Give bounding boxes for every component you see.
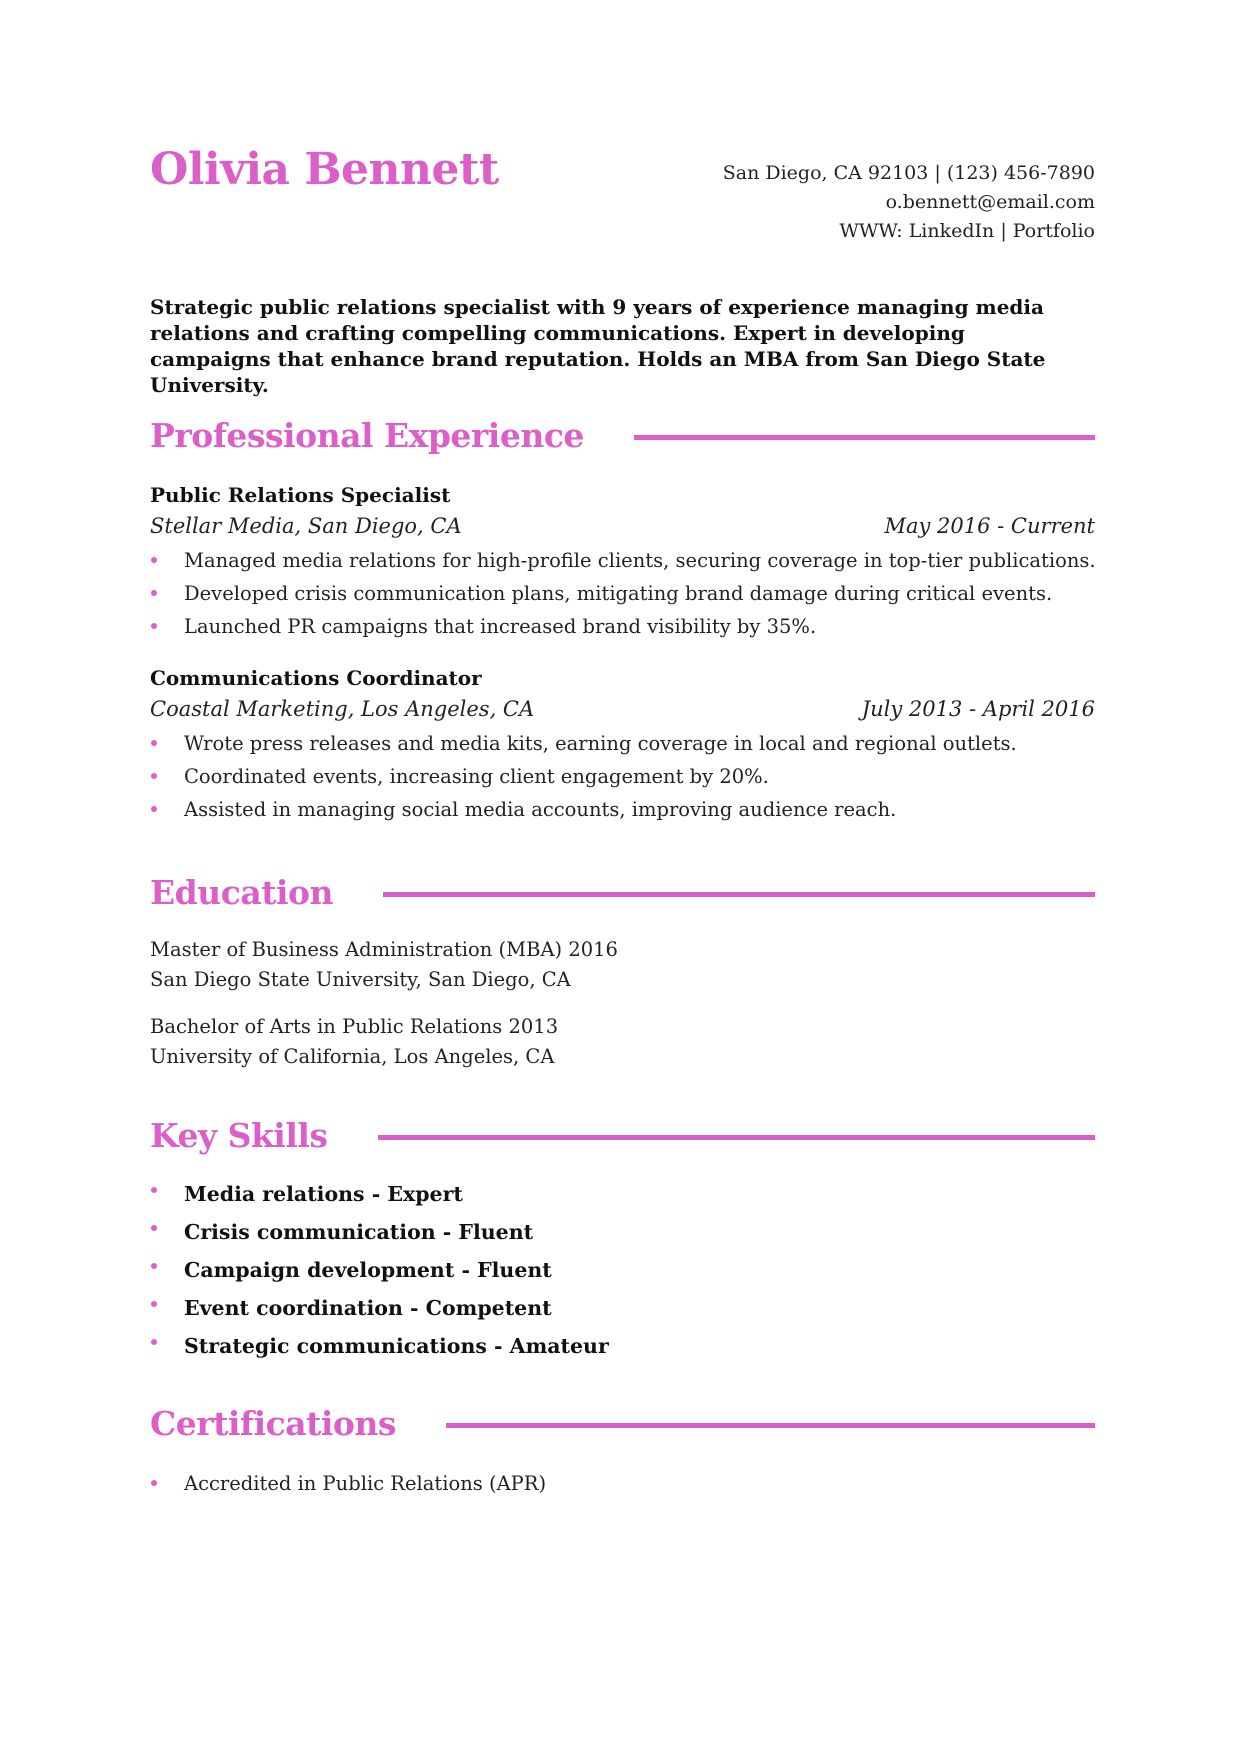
job-title: Public Relations Specialist xyxy=(150,483,451,507)
skill-text: Event coordination - Competent xyxy=(184,1296,552,1320)
job-bullets xyxy=(150,544,1095,643)
list-item xyxy=(150,1213,609,1251)
skill-text: Campaign development - Fluent xyxy=(184,1258,552,1282)
list-item xyxy=(150,727,1095,760)
bullet-text: Wrote press releases and media kits, earning coverage in local and regional outlets. xyxy=(184,732,1017,755)
job-company: Stellar Media, San Diego, CA xyxy=(150,514,462,538)
education-degree: Bachelor of Arts in Public Relations 2013 xyxy=(150,1015,559,1038)
list-item xyxy=(150,1289,609,1327)
bullet-dot-icon xyxy=(151,773,157,779)
skill-text: Crisis communication - Fluent xyxy=(184,1220,534,1244)
contact-email[interactable]: o.bennett@email.com xyxy=(885,191,1095,213)
skills-section-header xyxy=(150,1115,1095,1155)
list-item xyxy=(150,610,1095,643)
bullet-dot-icon xyxy=(151,1339,157,1345)
bullet-dot-icon xyxy=(151,590,157,596)
bullet-text: Assisted in managing social media accounts, improving audience reach. xyxy=(184,798,897,821)
list-item xyxy=(150,1327,609,1365)
bullet-dot-icon xyxy=(151,806,157,812)
skill-text: Strategic communications - Amateur xyxy=(184,1334,609,1358)
job-title: Communications Coordinator xyxy=(150,666,482,690)
job-company: Coastal Marketing, Los Angeles, CA xyxy=(150,697,535,721)
job-meta xyxy=(150,693,1095,725)
education-divider xyxy=(383,892,1095,897)
certifications-section-title: Certifications xyxy=(150,1403,396,1443)
education-degree: Master of Business Administration (MBA) 2016 xyxy=(150,938,618,961)
list-item xyxy=(150,793,1095,826)
bullet-dot-icon xyxy=(151,1187,157,1193)
job-meta xyxy=(150,510,1095,542)
experience-section-header xyxy=(150,415,1095,455)
professional-summary: Strategic public relations specialist with 9 years of experience managing media relations and crafting compelling communications. Expert in developing campaigns that enhance brand reputation. Holds an MBA from San Diego State University. xyxy=(150,295,1046,397)
skills-section-title: Key Skills xyxy=(150,1115,328,1155)
list-item xyxy=(150,1467,546,1500)
job-bullets xyxy=(150,727,1095,826)
certifications-list xyxy=(150,1467,546,1500)
candidate-name: Olivia Bennett xyxy=(150,144,499,195)
list-item xyxy=(150,760,1095,793)
bullet-dot-icon xyxy=(151,557,157,563)
bullet-dot-icon xyxy=(151,740,157,746)
list-item xyxy=(150,544,1095,577)
certification-text: Accredited in Public Relations (APR) xyxy=(184,1472,547,1495)
bullet-text: Launched PR campaigns that increased brand visibility by 35%. xyxy=(184,615,817,638)
certifications-section-header xyxy=(150,1403,1095,1443)
education-school: San Diego State University, San Diego, CA xyxy=(150,968,571,991)
education-school: University of California, Los Angeles, CA xyxy=(150,1045,555,1068)
bullet-dot-icon xyxy=(151,623,157,629)
contact-links[interactable]: WWW: LinkedIn | Portfolio xyxy=(839,220,1095,242)
contact-address-phone: San Diego, CA 92103 | (123) 456-7890 xyxy=(722,162,1095,184)
job-entry-1 xyxy=(150,480,1095,643)
experience-divider xyxy=(634,435,1095,440)
job-entry-2 xyxy=(150,663,1095,826)
list-item xyxy=(150,577,1095,610)
education-entry-1 xyxy=(150,935,618,995)
list-item xyxy=(150,1175,609,1213)
bullet-dot-icon xyxy=(151,1301,157,1307)
certifications-divider xyxy=(446,1423,1095,1428)
skills-list-container xyxy=(150,1175,609,1365)
job-dates: May 2016 - Current xyxy=(884,514,1095,538)
list-item xyxy=(150,1251,609,1289)
bullet-text: Managed media relations for high-profile clients, securing coverage in top-tier publications. xyxy=(184,549,1096,572)
contact-block xyxy=(723,159,1095,246)
bullet-text: Developed crisis communication plans, mitigating brand damage during critical events. xyxy=(184,582,1053,605)
experience-section-title: Professional Experience xyxy=(150,415,584,455)
bullet-text: Coordinated events, increasing client engagement by 20%. xyxy=(184,765,769,788)
education-entry-2 xyxy=(150,1012,558,1072)
education-section-header xyxy=(150,872,1095,912)
bullet-dot-icon xyxy=(151,1263,157,1269)
bullet-dot-icon xyxy=(151,1480,157,1486)
bullet-dot-icon xyxy=(151,1225,157,1231)
job-dates: July 2013 - April 2016 xyxy=(861,697,1095,721)
education-section-title: Education xyxy=(150,872,333,912)
certifications-list-container xyxy=(150,1465,546,1500)
skills-list xyxy=(150,1175,609,1365)
skills-divider xyxy=(378,1135,1096,1140)
skill-text: Media relations - Expert xyxy=(184,1182,463,1206)
